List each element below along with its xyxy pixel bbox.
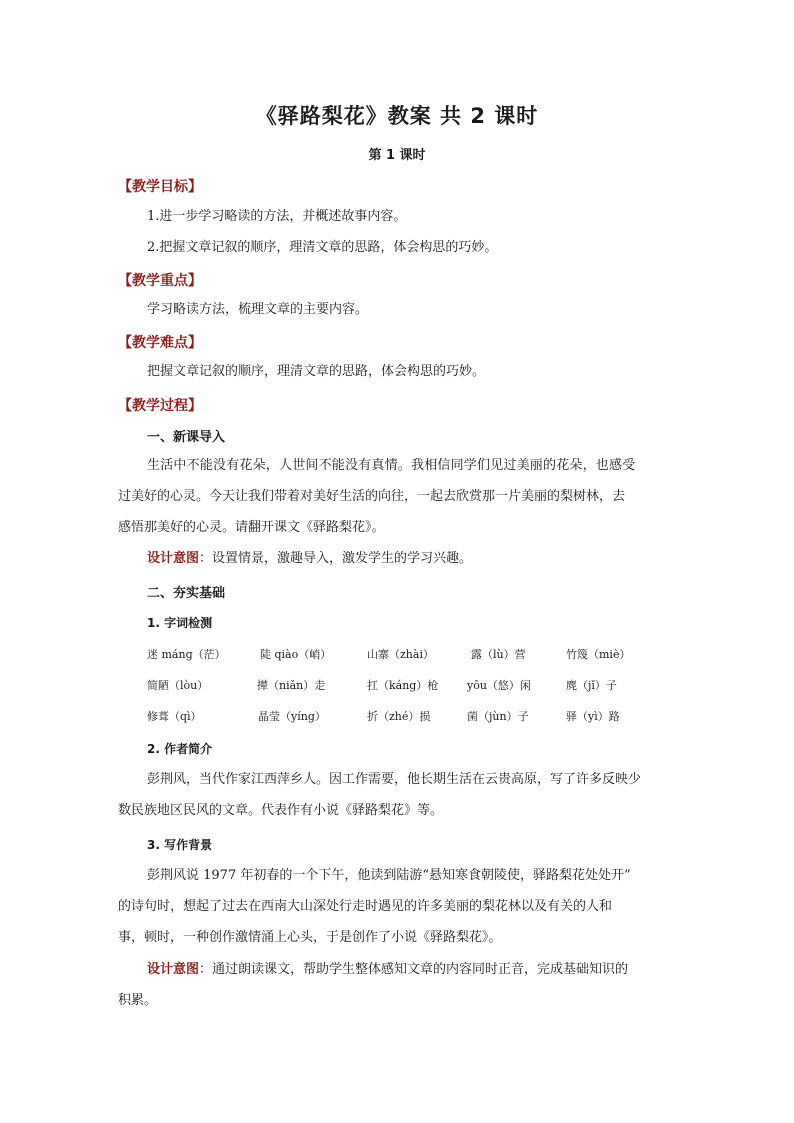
part2-design-note-cont: 积累。: [118, 993, 158, 1008]
word-cell: 麂（jǐ）子: [566, 679, 617, 692]
key-text: 学习略读方法，梳理文章的主要内容。: [147, 302, 369, 317]
word-cell: 驿（yì）路: [566, 710, 620, 723]
part2-heading: 二、夯实基础: [147, 586, 226, 601]
part2-design-note: [147, 962, 628, 978]
word-cell: 扛（káng）枪: [367, 679, 439, 692]
background-line-1: 彭荆风说 1977 年初春的一个下午，他读到陆游“悬知寒食朝陵使，驿路梨花处处开”: [147, 868, 631, 883]
word-cell: 晶莹（yíng）: [258, 710, 326, 723]
part1-design-note: [147, 551, 472, 567]
word-cell: 露（lù）营: [471, 648, 526, 661]
background-line-2: 的诗句时，想起了过去在西南大山深处行走时遇见的许多美丽的梨花林以及有关的人和: [118, 899, 613, 914]
design-note-text: ：通过朗读课文，帮助学生整体感知文章的内容同时正音，完成基础知识的: [199, 962, 629, 977]
part2-sub2: 2. 作者简介: [147, 742, 213, 756]
word-cell: 菌（jùn）子: [467, 710, 529, 723]
word-cell: 山寨（zhài）: [367, 648, 434, 661]
difficulty-text: 把握文章记叙的顺序，理清文章的思路，体会构思的巧妙。: [147, 364, 486, 379]
goal-item-1: 1.进一步学习略读的方法，并概述故事内容。: [147, 209, 407, 224]
design-note-label: 设计意图: [147, 962, 200, 977]
design-note-label: 设计意图: [147, 551, 200, 566]
design-note-text: ：设置情景，激趣导入，激发学生的学习兴趣。: [199, 551, 473, 566]
doc-subtitle: 第 1 课时: [368, 148, 426, 163]
word-cell: 简陋（lòu）: [147, 679, 209, 692]
part1-heading: 一、新课导入: [147, 430, 226, 445]
part2-sub1: 1. 字词检测: [147, 616, 213, 630]
author-line-2: 数民族地区民风的文章。代表作有小说《驿路梨花》等。: [118, 803, 444, 818]
word-cell: 修葺（qì）: [147, 710, 202, 723]
background-line-3: 事，顿时，一种创作激情涌上心头，于是创作了小说《驿路梨花》。: [118, 930, 502, 945]
section-key-heading: 【教学重点】: [118, 273, 202, 289]
doc-title: 《驿路梨花》教案 共 2 课时: [255, 104, 539, 128]
part2-sub3: 3. 写作背景: [147, 838, 213, 852]
section-process-heading: 【教学过程】: [118, 398, 202, 414]
word-cell: yōu（悠）闲: [467, 679, 531, 692]
section-difficulty-heading: 【教学难点】: [118, 335, 202, 351]
word-cell: 折（zhé）损: [367, 710, 431, 723]
word-cell: 迷 máng（茫）: [147, 648, 226, 661]
word-cell: 陡 qiào（峭）: [260, 648, 332, 661]
author-line-1: 彭荆风，当代作家江西萍乡人。因工作需要，他长期生活在云贵高原，写了许多反映少: [147, 772, 642, 787]
section-goals-heading: 【教学目标】: [118, 179, 202, 195]
part1-line-2: 过美好的心灵。今天让我们带着对美好生活的向往，一起去欣赏那一片美丽的梨树林，去: [118, 489, 626, 504]
part1-line-3: 感悟那美好的心灵。请翻开课文《驿路梨花》。: [118, 520, 385, 535]
goal-item-2: 2.把握文章记叙的顺序，理清文章的思路，体会构思的巧妙。: [147, 240, 498, 255]
part1-line-1: 生活中不能没有花朵，人世间不能没有真情。我相信同学们见过美丽的花朵，也感受: [147, 458, 636, 473]
word-cell: 撵（niǎn）走: [257, 679, 326, 692]
word-cell: 竹篾（miè）: [566, 648, 631, 661]
